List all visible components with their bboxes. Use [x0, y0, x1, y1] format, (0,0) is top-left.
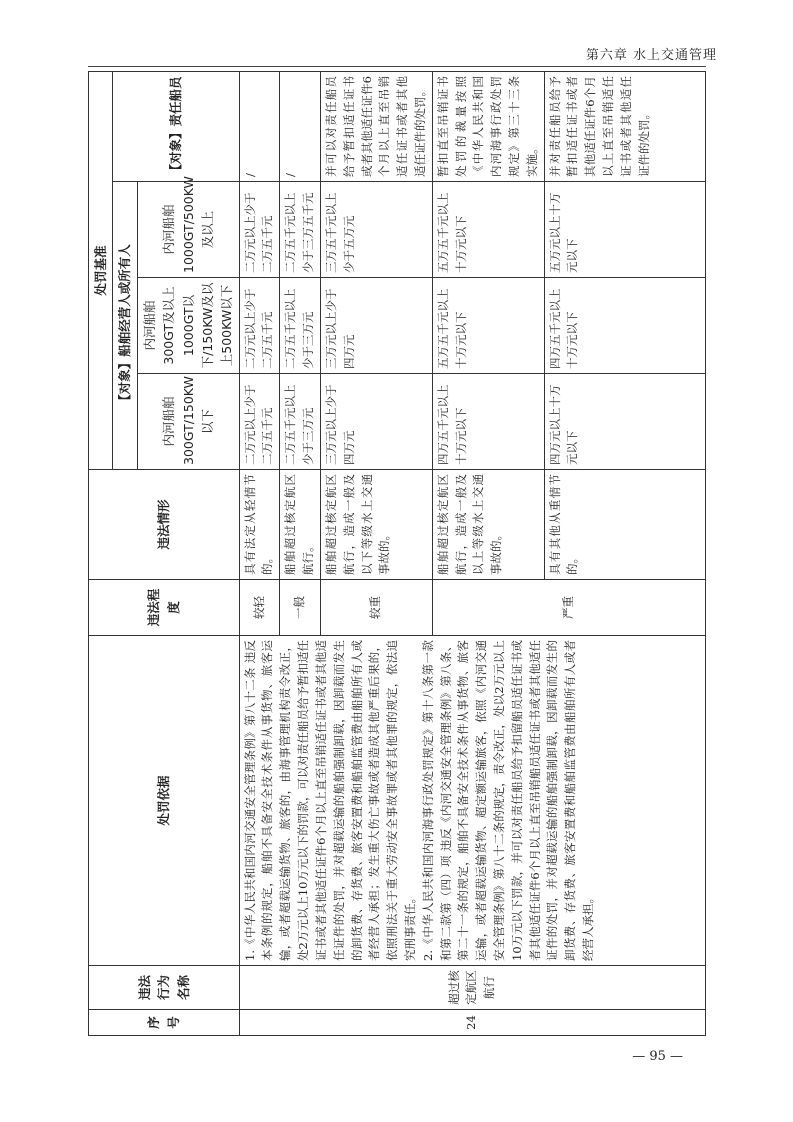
circumstance-heavier: 船舶超过核定航区航行，造成一般及以下等级水上交通事故的。: [320, 470, 432, 580]
penalty-large-general: 二万五千元以上少于三万五千元: [280, 182, 321, 278]
penalty-large-aggravating: 五万元以上十万元以下: [544, 182, 705, 278]
crew-serious: 暂扣直至吊销证书处罚的裁量按照《中华人民共和国内河海事行政处罚规定》第三十三条实施。: [432, 71, 544, 181]
crew-target-label-2: 责任船员: [168, 76, 184, 127]
col-header-standard: 处罚基准: [89, 71, 113, 469]
penalty-medium-lighter: 二万元以上少于二万五千元: [239, 278, 280, 374]
col-header-crew-target: [113, 71, 239, 181]
col-header-medium-vessel: 内河船舶300GT及以上1000GT以下/150KW及以上500KW以下: [137, 278, 239, 374]
crew-target-label: 【对象】: [168, 126, 184, 177]
basis-item-2: 2.《中华人民共和国内河海事行政处罚规定》第十八条第一款和第二款第（四）项 违反《内河交通安全管理条例》第八条、第二十一条的规定，船舶不具备安全技术条件从事货物、旅客运输，或者超载运输货物、超定额运输旅客，依照《内河交通安全管理条例》第八十二条的规定，责令改正，处以2万元以上10万元以下罚款，并可以对责任船员给予扣留船员适任证书或者其他适任证件6个月以上直至吊销船员适任证书或者其他适任证件的处罚，并对超载运输的船舶强制卸载，因卸载而发生的卸货费、存货费、旅客安置费和船舶监管费由船舶所有人或者经营人承担。: [420, 640, 596, 961]
basis-item-1: 1.《中华人民共和国内河交通安全管理条例》第八十二条 违反本条例的规定，船舶不具备安全技术条件从事货物、旅客运输，或者超载运输货物、旅客的，由海事管理机构责令改正，处2万元以上10万元以下的罚款，可以对责任船员给予暂扣适任证书或者其他适任证件6个月以上直至吊销适任证书或者其他适任证件的处罚，并对超载运输的船舶强制卸载，因卸载而发生的卸货费、存货费、旅客安置费和船舶监管费由船舶所有人或者经营人承担；发生重大伤亡事故或者造成其他严重后果的，依照刑法关于重大劳动安全事故罪或者其他罪的规定，依法追究刑事责任。: [242, 640, 417, 961]
penalty-standard-table: [88, 71, 706, 1036]
circumstance-lighter: 具有法定从轻情节的。: [239, 470, 280, 580]
row-violation-name: 超过核定航区航行: [239, 966, 705, 1010]
col-header-basis: 处罚依据: [89, 636, 240, 966]
penalty-large-heavier: 三万五千元以上少于五万元: [320, 182, 432, 278]
crew-heavier: 并可以对责任船员给予暂扣适任证书或者其他适任证件6个月以上直至吊销适任证书或者其他适任证件的处罚。: [320, 71, 432, 181]
rotated-table: [88, 72, 706, 1036]
degree-general: 一般: [280, 580, 321, 636]
col-header-circumstance: 违法情形: [89, 470, 240, 580]
penalty-small-general: 二万五千元以上少于三万元: [280, 374, 321, 470]
col-header-seq: 序号: [89, 1010, 240, 1036]
penalty-small-lighter: 二万元以上少于二万五千元: [239, 374, 280, 470]
penalty-large-serious: 五万五千元以上十万元以下: [432, 182, 544, 278]
row-seq: 24: [239, 1010, 705, 1036]
col-header-small-vessel: 内河船舶300GT/150KW以下: [137, 374, 239, 470]
penalty-large-lighter: 二万元以上少于二万五千元: [239, 182, 280, 278]
chapter-header: 第六章 水上交通管理: [585, 48, 717, 63]
degree-serious: 严重: [432, 580, 705, 636]
penalty-small-heavier: 三万元以上少于四万元: [320, 374, 432, 470]
header-rule: [88, 66, 706, 67]
crew-aggravating: 并对责任船员给予暂扣适任证书或者其他适任证件6个月以上直至吊销适任证书或者其他适任证件的处罚。: [544, 71, 705, 181]
col-header-owner-target: 【对象】船舶经营人或所有人: [113, 182, 137, 470]
penalty-medium-serious: 五万五千元以上十万元以下: [432, 278, 544, 374]
col-header-name: 违法行为名称: [89, 966, 240, 1010]
col-header-large-vessel: 内河船舶1000GT/500KW及以上: [137, 182, 239, 278]
col-header-degree: 违法程度: [89, 580, 240, 636]
circumstance-aggravating: 具有其他从重情节的。: [544, 470, 705, 580]
penalty-medium-general: 二万五千元以上少于三万元: [280, 278, 321, 374]
crew-general: /: [280, 71, 321, 181]
penalty-medium-aggravating: 四万五千元以上十万元以下: [544, 278, 705, 374]
circumstance-serious: 船舶超过核定航区航行，造成一般及以上等级水上交通事故的。: [432, 470, 544, 580]
page-number: — 95 —: [632, 1049, 683, 1064]
penalty-medium-heavier: 三万元以上少于四万元: [320, 278, 432, 374]
degree-lighter: 较轻: [239, 580, 280, 636]
penalty-small-aggravating: 四万元以上十万元以下: [544, 374, 705, 470]
degree-heavier: 较重: [320, 580, 432, 636]
rotated-table-area: [88, 72, 706, 1036]
penalty-small-serious: 四万五千元以上十万元以下: [432, 374, 544, 470]
circumstance-general: 船舶超过核定航区航行。: [280, 470, 321, 580]
row-penalty-basis: [239, 636, 705, 966]
crew-lighter: /: [239, 71, 280, 181]
